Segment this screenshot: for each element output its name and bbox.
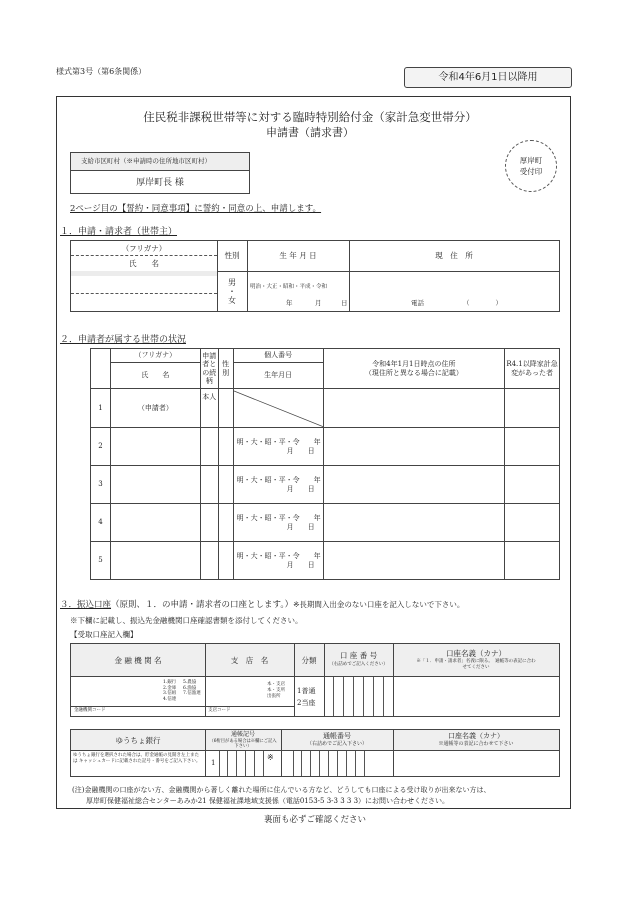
- bank-kind: 2.金庫: [163, 685, 177, 691]
- era-label: 明・大・昭・平・令: [236, 514, 300, 523]
- s1-name: 氏 名: [129, 259, 159, 268]
- page-title: 住民税非課税世帯等に対する臨時特別給付金（家計急変世帯分）: [143, 110, 477, 124]
- account-number-note: （右詰めでご記入ください）: [329, 662, 388, 667]
- s1-female: 女: [228, 296, 236, 305]
- section3-heading-note: （原則、１．の申請・請求者の口座とします。）: [111, 600, 294, 610]
- type-current: 2当座: [297, 699, 316, 707]
- era-label: 明・大・昭・平・令: [236, 438, 300, 447]
- era-label: 明・大・昭・平・令: [236, 552, 300, 561]
- effective-date-badge: [404, 67, 572, 88]
- stamp-line1: 厚岸町: [519, 156, 543, 165]
- branch-code: 支店コード: [208, 708, 231, 713]
- municipality-value: 厚岸町長 様: [136, 178, 184, 188]
- number-digits: [293, 751, 383, 776]
- account-number-header: 口 座 番 号: [339, 651, 378, 660]
- s1-male: 男: [228, 278, 236, 287]
- s1-year: 年: [286, 299, 293, 307]
- yucho-table: [70, 729, 560, 777]
- symbol-digits: [219, 751, 281, 776]
- symbol-mark: ※: [267, 753, 274, 762]
- bank-kind: 6.漁協: [183, 685, 197, 691]
- footer-note-2: 厚岸町保健福祉総合センターあみか21 保健福祉課地域支援係（電話0153-5 3-3 3 3 3）にお問い合わせください。: [86, 797, 450, 805]
- type-ordinary: 1普通: [297, 687, 316, 695]
- s2-address-header: 令和4年1月1日時点の住所: [372, 360, 456, 369]
- table-row: [91, 428, 560, 466]
- branch-name-header: 支 店 名: [230, 656, 269, 665]
- section3-heading: ３．振込口座: [60, 600, 112, 610]
- household-table: [90, 348, 560, 580]
- municipality-label: 支給市区町村（※申請時の住所地市区町村）: [81, 157, 211, 165]
- type-header: 分類: [301, 656, 317, 665]
- s2-address-sub: （現住所と異なる場合に記載）: [364, 368, 463, 377]
- s1-day: 日: [341, 299, 348, 307]
- s1-month: 月: [315, 299, 322, 307]
- s1-furigana: （フリガナ）: [121, 244, 167, 253]
- bank-kind: 3.信組: [163, 691, 177, 697]
- year-label: 年: [313, 438, 321, 447]
- row-number: 5: [91, 542, 111, 580]
- back-side-note: 裏面も必ずご確認ください: [263, 815, 366, 825]
- account-digits: [324, 677, 393, 716]
- bank-table: [70, 643, 560, 717]
- page-subtitle: 申請書（請求書）: [266, 126, 354, 139]
- yucho-label: ゆうちょ銀行: [115, 736, 161, 745]
- yucho-holder: 口座名義（カナ）: [448, 732, 504, 740]
- section3-note: ※下欄に記載し、振込先金融機関口座確認書類を添付してください。: [70, 616, 303, 625]
- s1-address: 現 住 所: [435, 251, 473, 260]
- table-row: [91, 389, 560, 428]
- branch-kind: 本・支所: [267, 687, 285, 693]
- bank-kind: 5.農協: [183, 680, 197, 685]
- bank-kinds-2: [183, 680, 205, 697]
- branch-kind: 出張所: [267, 693, 281, 699]
- s2-birthdate: 生年月日: [233, 363, 323, 389]
- s2-relation: 申請者との続柄: [200, 349, 218, 389]
- era-label: 明・大・昭・平・令: [236, 476, 300, 485]
- yucho-holder-note: ※通帳等の表記に合わせて下さい: [438, 741, 514, 747]
- effective-date: 令和4年6月1日以降用: [438, 72, 538, 83]
- year-label: 年: [313, 552, 321, 561]
- passbook-symbol-note: （6桁目がある場合は※欄にご記入下さい）: [209, 739, 277, 749]
- bank-kind: 1.銀行: [163, 680, 177, 685]
- slash-mark: [234, 389, 324, 428]
- bank-kind: 4.信連: [163, 696, 177, 702]
- row-number: 4: [91, 504, 111, 542]
- month-day-label: 月 日: [286, 484, 315, 493]
- applicant-table: [70, 240, 560, 312]
- row-number: 3: [91, 466, 111, 504]
- s2-sudden-change: R4.1以降家計急変があった者: [505, 349, 560, 389]
- section2-heading: ２．申請者が属する世帯の状況: [60, 335, 187, 345]
- s2-gender: 性別: [218, 349, 233, 389]
- month-day-label: 月 日: [286, 446, 315, 455]
- symbol-prefix: 1: [211, 759, 216, 767]
- row-number: 2: [91, 428, 111, 466]
- stamp-line2: 受付印: [519, 167, 543, 176]
- s1-phone-parens: （ ）: [463, 299, 502, 307]
- holder-note: ※「１．申請・請求者」名義に限る。 通帳等の表記に合わせてください: [416, 659, 536, 670]
- applicant-label: （申請者）: [110, 389, 200, 428]
- year-label: 年: [313, 514, 321, 523]
- table-row: [91, 542, 560, 580]
- section3-heading-row: [60, 601, 464, 610]
- agreement-text: 2ページ目の【誓約・同意事項】に誓約・同意の上、申請します。: [70, 204, 322, 214]
- yucho-note: ゆうちょ銀行を選択された場合は、貯金通帳の見開き左上または キャッシュカードに記載された記号・番号をご記入下さい。: [73, 753, 201, 764]
- s1-dot: ・: [228, 287, 236, 296]
- section1-heading: １．申請・請求者（世帯主）: [60, 227, 178, 237]
- passbook-symbol: 通帳記号: [230, 731, 255, 738]
- table-row: [91, 466, 560, 504]
- month-day-label: 月 日: [286, 522, 315, 531]
- reception-stamp: [505, 140, 557, 192]
- s1-birthdate: 生 年 月 日: [279, 251, 317, 260]
- table-row: [91, 504, 560, 542]
- row-number: 1: [91, 389, 111, 428]
- s1-phone: 電話: [411, 299, 424, 307]
- self-label: 本人: [200, 389, 218, 428]
- year-label: 年: [313, 476, 321, 485]
- bank-code: 金融機関コード: [74, 708, 106, 713]
- branch-kind: 本・支店: [267, 682, 285, 687]
- s2-personal-number: 個人番号: [233, 349, 323, 363]
- municipality-box: [70, 152, 250, 194]
- footer-note-1: (注)金融機関の口座がない方、金融機関から著しく離れた場所に住んでいる方など、どうしても口座による受け取りが出来ない方は、: [72, 786, 491, 794]
- holder-header: 口座名義（カナ）: [446, 649, 506, 658]
- s2-furigana: （フリガナ）: [110, 349, 200, 363]
- passbook-number-note: （右詰めでご記入下さい）: [306, 741, 367, 747]
- section3-heading-note2: ※長期間入出金のない口座を記入しないで下さい。: [293, 600, 465, 609]
- section3-box-label: 【受取口座記入欄】: [70, 630, 138, 639]
- passbook-number: 通帳番号: [323, 732, 351, 740]
- s1-gender: 性別: [224, 251, 240, 260]
- s1-eras: 明治・大正・昭和・平成・令和: [250, 284, 328, 290]
- branch-kinds: [267, 682, 293, 700]
- month-day-label: 月 日: [286, 560, 315, 569]
- s2-name: 氏 名: [110, 363, 200, 389]
- form-number: 様式第3号（第6条関係）: [56, 67, 147, 76]
- bank-kind: 7.信漁連: [183, 691, 201, 697]
- bank-name-header: 金 融 機 関 名: [114, 656, 162, 665]
